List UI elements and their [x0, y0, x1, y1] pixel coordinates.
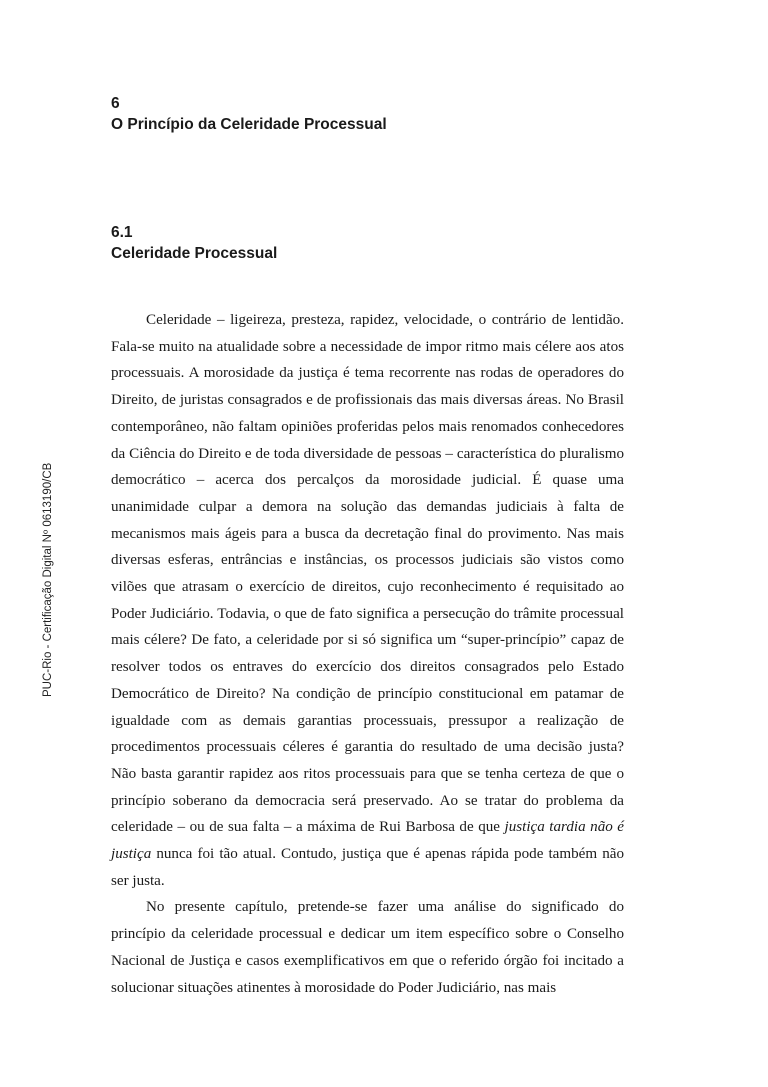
paragraph	[111, 307, 624, 894]
section-heading	[111, 222, 624, 264]
paragraph-text: nunca foi tão atual. Contudo, justiça que é apenas rápida pode também não ser justa.	[111, 846, 624, 889]
section-number: 6.1	[111, 224, 133, 241]
body-text	[111, 307, 624, 1001]
section-title: Celeridade Processual	[111, 245, 278, 262]
chapter-heading	[111, 93, 624, 135]
chapter-title: O Princípio da Celeridade Processual	[111, 116, 387, 133]
document-page	[111, 93, 624, 1001]
paragraph: No presente capítulo, pretende-se fazer uma análise do significado do princípio da celeridade processual e dedicar um item específico sobre o Conselho Nacional de Justiça e casos exemplificativos em que o referido órgão foi incitado a solucionar situações atinentes à morosidade do Poder Judiciário, nas mais	[111, 899, 624, 996]
italic-quote: justiça tardia não é justiça	[111, 819, 625, 863]
certification-stamp: PUC-Rio - Certificação Digital Nº 0613190/CB	[42, 462, 54, 697]
paragraph-text: Celeridade – ligeireza, presteza, rapidez, velocidade, o contrário de lentidão. Fala-se muito na atualidade sobre a necessidade de impor ritmo mais célere aos atos processuais. A morosidade da justiça é tema recorrente nas rodas de operadores do Direito, de juristas consagrados e de profissionais das mais diversas áreas. No Brasil contemporâneo, não faltam opiniões proferidas pelos mais renomados conhecedores da Ciência do Direito e de toda diversidade de pessoas – característica do pluralismo democrático – acerca dos percalços da morosidade judicial. É quase uma unanimidade culpar a demora na solução das demandas judiciais à falta de mecanismos mais ágeis para a busca da decretação final do provimento. Nas mais diversas esferas, entrâncias e instâncias, os processos judiciais são vistos como vilões que atrasam o exercício de direitos, cujo reconhecimento é requisitado ao Poder Judiciário. Todavia, o que de fato significa a persecução do trâmite processual mais célere? De fato, a celeridade por si só significa um “super-princípio” capaz de resolver todos os entraves do exercício dos direitos consagrados pelo Estado Democrático de Direito? Na condição de princípio constitucional em patamar de igualdade com as demais garantias processuais, pressupor a realização de procedimentos processuais céleres é garantia do resultado de uma decisão justa? Não basta garantir rapidez aos ritos processuais para que se tenha certeza de que o princípio soberano da democracia será preservado. Ao se tratar do problema da celeridade – ou de sua falta – a máxima de Rui Barbosa de que	[111, 312, 624, 836]
chapter-number: 6	[111, 95, 120, 112]
